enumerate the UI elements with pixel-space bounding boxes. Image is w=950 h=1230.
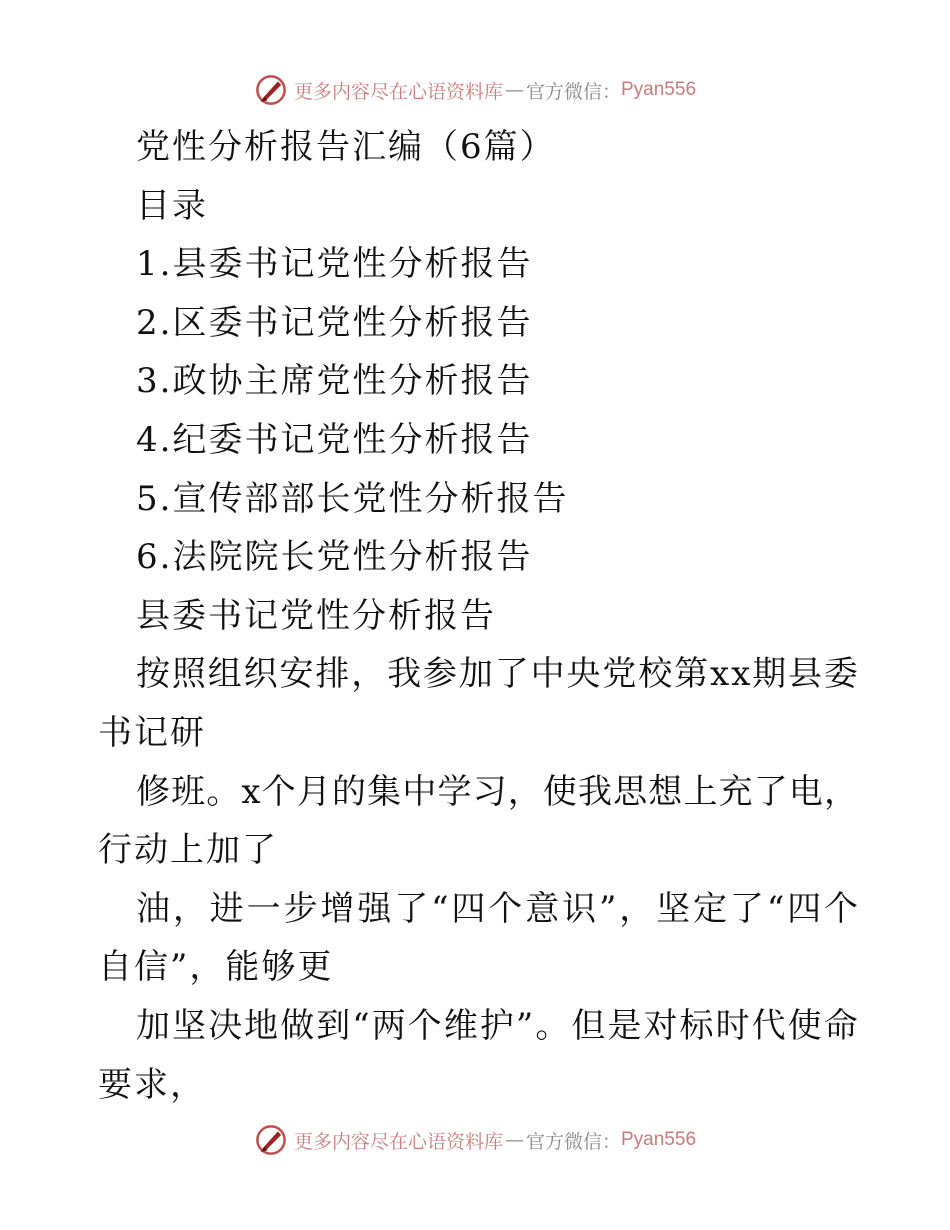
- pen-logo-icon: [254, 73, 288, 107]
- watermark-separator: —: [504, 1129, 524, 1151]
- watermark-text: 更多内容尽在心语资料库: [293, 1130, 503, 1153]
- toc-item: 4.纪委书记党性分析报告: [136, 419, 533, 460]
- paragraph-line: 按 照 组 织 安 排 ， 我 参 加 了 中 央 党 校 第 x x 期 县 委: [136, 654, 858, 695]
- toc-item: 2.区委书记党性分析报告: [136, 302, 533, 343]
- toc-item: 3.政协主席党性分析报告: [136, 361, 533, 402]
- watermark-wechat-label: 官方微信：: [525, 1130, 621, 1153]
- watermark-wechat-label: 官方微信：: [525, 80, 621, 103]
- toc-item: 1.县委书记党性分析报告: [136, 244, 533, 285]
- toc-item: 5.宣传部部长党性分析报告: [136, 478, 569, 519]
- paragraph-line: 书记研: [98, 712, 206, 753]
- toc-item: 6.法院院长党性分析报告: [136, 537, 533, 578]
- document-title: 党性分析报告汇编（6篇）: [136, 127, 556, 167]
- pen-logo-icon: [254, 1123, 288, 1157]
- watermark-text: 更多内容尽在心语资料库: [293, 80, 503, 103]
- section-title: 县委书记党性分析报告: [136, 595, 496, 636]
- footer-watermark: [0, 1120, 950, 1160]
- toc-heading: 目录: [136, 185, 208, 226]
- paragraph-line: 行动上加了: [98, 830, 278, 871]
- paragraph-line: 自信”，能够更: [98, 947, 334, 988]
- paragraph-line: 油 ， 进 一 步 增 强 了 “ 四 个 意 识 ” ， 坚 定 了 “ 四 个: [136, 888, 858, 929]
- watermark-separator: —: [504, 79, 524, 101]
- watermark-wechat-id: Pyan556: [621, 1129, 697, 1150]
- header-watermark: [0, 70, 950, 110]
- document-body: [98, 118, 858, 1114]
- paragraph-line: 修 班 。 x 个 月 的 集 中 学 习 ， 使 我 思 想 上 充 了 电 ，: [136, 771, 858, 812]
- paragraph-line: 加 坚 决 地 做 到 “ 两 个 维 护 ” 。 但 是 对 标 时 代 使 命: [136, 1005, 858, 1046]
- paragraph-line: 要求，: [98, 1064, 206, 1105]
- watermark-wechat-id: Pyan556: [621, 79, 697, 100]
